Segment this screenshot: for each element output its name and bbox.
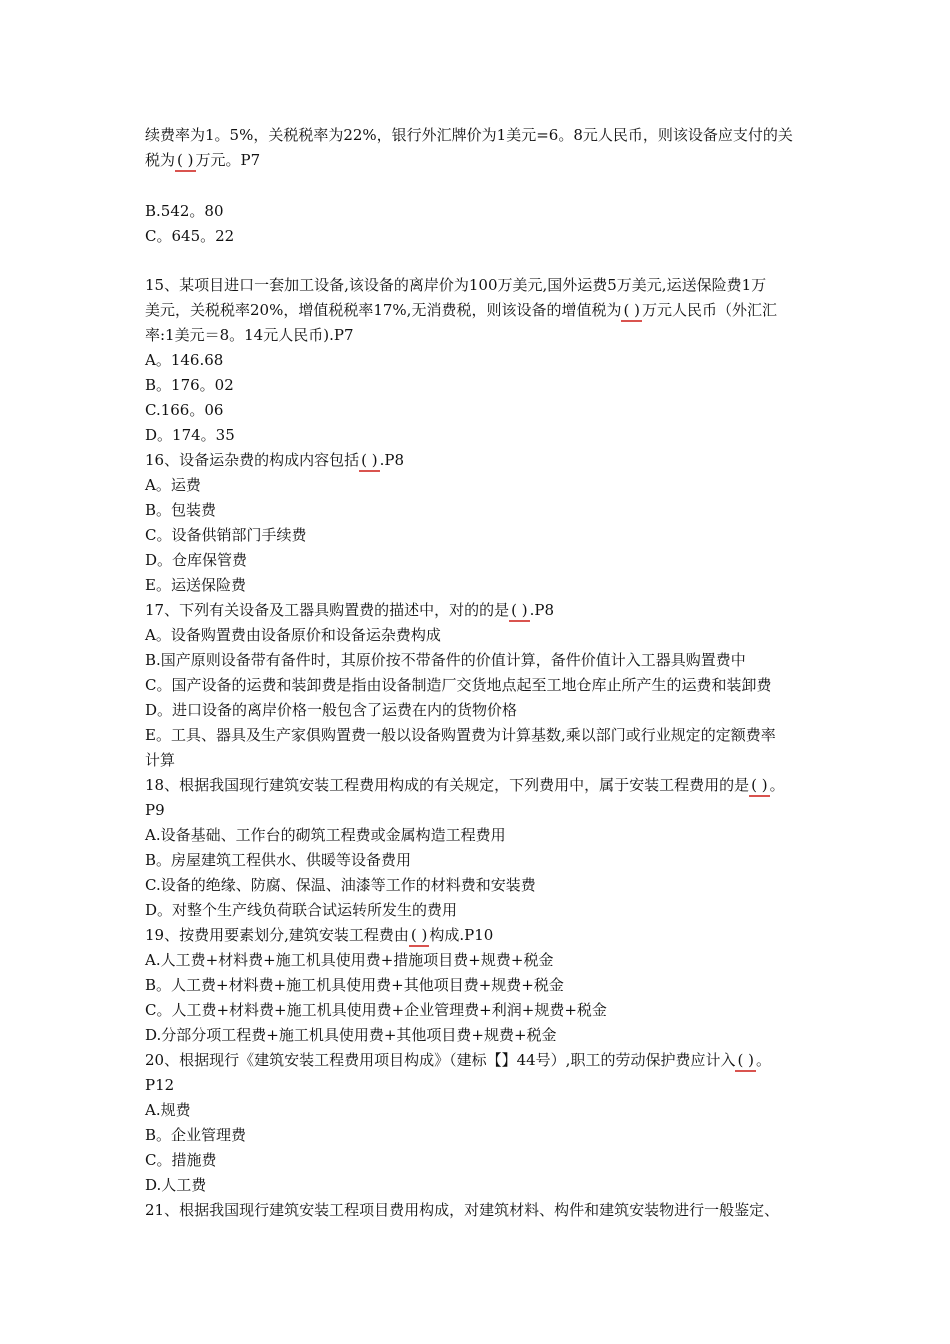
- q14-line1: 续费率为1。5%，关税税率为22%，银行外汇牌价为1美元=6。8元人民币，则该设备应支付的关: [145, 126, 793, 144]
- q20-stem-line2: P12: [145, 1076, 175, 1094]
- q19-option: B。人工费+材料费+施工机具使用费+其他项目费+规费+税金: [145, 976, 564, 994]
- q17-option-cont: 计算: [145, 751, 176, 769]
- q15-option: A。146.68: [145, 351, 224, 369]
- q18-option: D。对整个生产线负荷联合试运转所发生的费用: [145, 901, 458, 919]
- q19-option: A.人工费+材料费+施工机具使用费+措施项目费+规费+税金: [145, 951, 554, 969]
- q16-option: D。仓库保管费: [145, 551, 248, 569]
- q18-option: B。房屋建筑工程供水、供暖等设备费用: [145, 851, 412, 869]
- q15-line2: 美元，关税税率20%，增值税税率17%,无消费税，则该设备的增值税为 ( ) 万元人民币（外汇汇: [145, 298, 777, 323]
- answer-blank: ( ): [509, 600, 529, 622]
- q20-option: C。措施费: [145, 1151, 217, 1169]
- q17-option: B.国产原则设备带有备件时，其原价按不带备件的价值计算，备件价值计入工器具购置费中: [145, 651, 746, 669]
- q16-stem: 16、设备运杂费的构成内容包括 ( ) .P8: [145, 448, 404, 473]
- q15-line1: 15、某项目进口一套加工设备,该设备的离岸价为100万美元,国外运费5万美元,运送保险费1万: [145, 276, 767, 294]
- q18-stem: 18、根据我国现行建筑安装工程费用构成的有关规定，下列费用中，属于安装工程费用的是 ( ) 。: [145, 773, 785, 798]
- answer-blank: ( ): [175, 150, 195, 172]
- q16-option: A。运费: [145, 476, 201, 494]
- q19-stem: 19、按费用要素划分,建筑安装工程费由 ( ) 构成.P10: [145, 923, 493, 948]
- q20-stem: 20、根据现行《建筑安装工程费用项目构成》（建标【】44号）,职工的劳动保护费应计入 ( ) 。: [145, 1048, 771, 1073]
- answer-blank: ( ): [749, 775, 769, 797]
- q15-option: B。176。02: [145, 376, 234, 394]
- answer-blank: ( ): [409, 925, 429, 947]
- q18-option: A.设备基础、工作台的砌筑工程费或金属构造工程费用: [145, 826, 506, 844]
- q16-option: C。设备供销部门手续费: [145, 526, 307, 544]
- q18-option: C.设备的绝缘、防腐、保温、油漆等工作的材料费和安装费: [145, 876, 536, 894]
- q21-stem: 21、根据我国现行建筑安装工程项目费用构成，对建筑材料、构件和建筑安装物进行一般鉴定、: [145, 1201, 780, 1219]
- q16-option: B。包装费: [145, 501, 217, 519]
- q17-stem: 17、下列有关设备及工器具购置费的描述中，对的的是 ( ) .P8: [145, 598, 554, 623]
- q20-option: D.人工费: [145, 1176, 207, 1194]
- q14-option-b: B.542。80: [145, 202, 224, 220]
- q20-option: B。企业管理费: [145, 1126, 247, 1144]
- q20-option: A.规费: [145, 1101, 191, 1119]
- q17-option: C。国产设备的运费和装卸费是指由设备制造厂交货地点起至工地仓库止所产生的运费和装卸费: [145, 676, 772, 694]
- q17-option: D。进口设备的离岸价格一般包含了运费在内的货物价格: [145, 701, 518, 719]
- q15-option: C.166。06: [145, 401, 224, 419]
- q14-option-c: C。645。22: [145, 227, 235, 245]
- q17-option: A。设备购置费由设备原价和设备运杂费构成: [145, 626, 441, 644]
- q15-option: D。174。35: [145, 426, 235, 444]
- q19-option: C。人工费+材料费+施工机具使用费+企业管理费+利润+规费+税金: [145, 1001, 607, 1019]
- q16-option: E。运送保险费: [145, 576, 246, 594]
- answer-blank: ( ): [359, 450, 379, 472]
- q19-option: D.分部分项工程费+施工机具使用费+其他项目费+规费+税金: [145, 1026, 557, 1044]
- answer-blank: ( ): [621, 300, 641, 322]
- q14-line2: 税为 ( ) 万元。P7: [145, 148, 260, 173]
- q15-line3: 率:1美元＝8。14元人民币).P7: [145, 326, 354, 344]
- answer-blank: ( ): [735, 1050, 755, 1072]
- q17-option: E。工具、器具及生产家俱购置费一般以设备购置费为计算基数,乘以部门或行业规定的定额费率: [145, 726, 776, 744]
- q18-stem-line2: P9: [145, 801, 165, 819]
